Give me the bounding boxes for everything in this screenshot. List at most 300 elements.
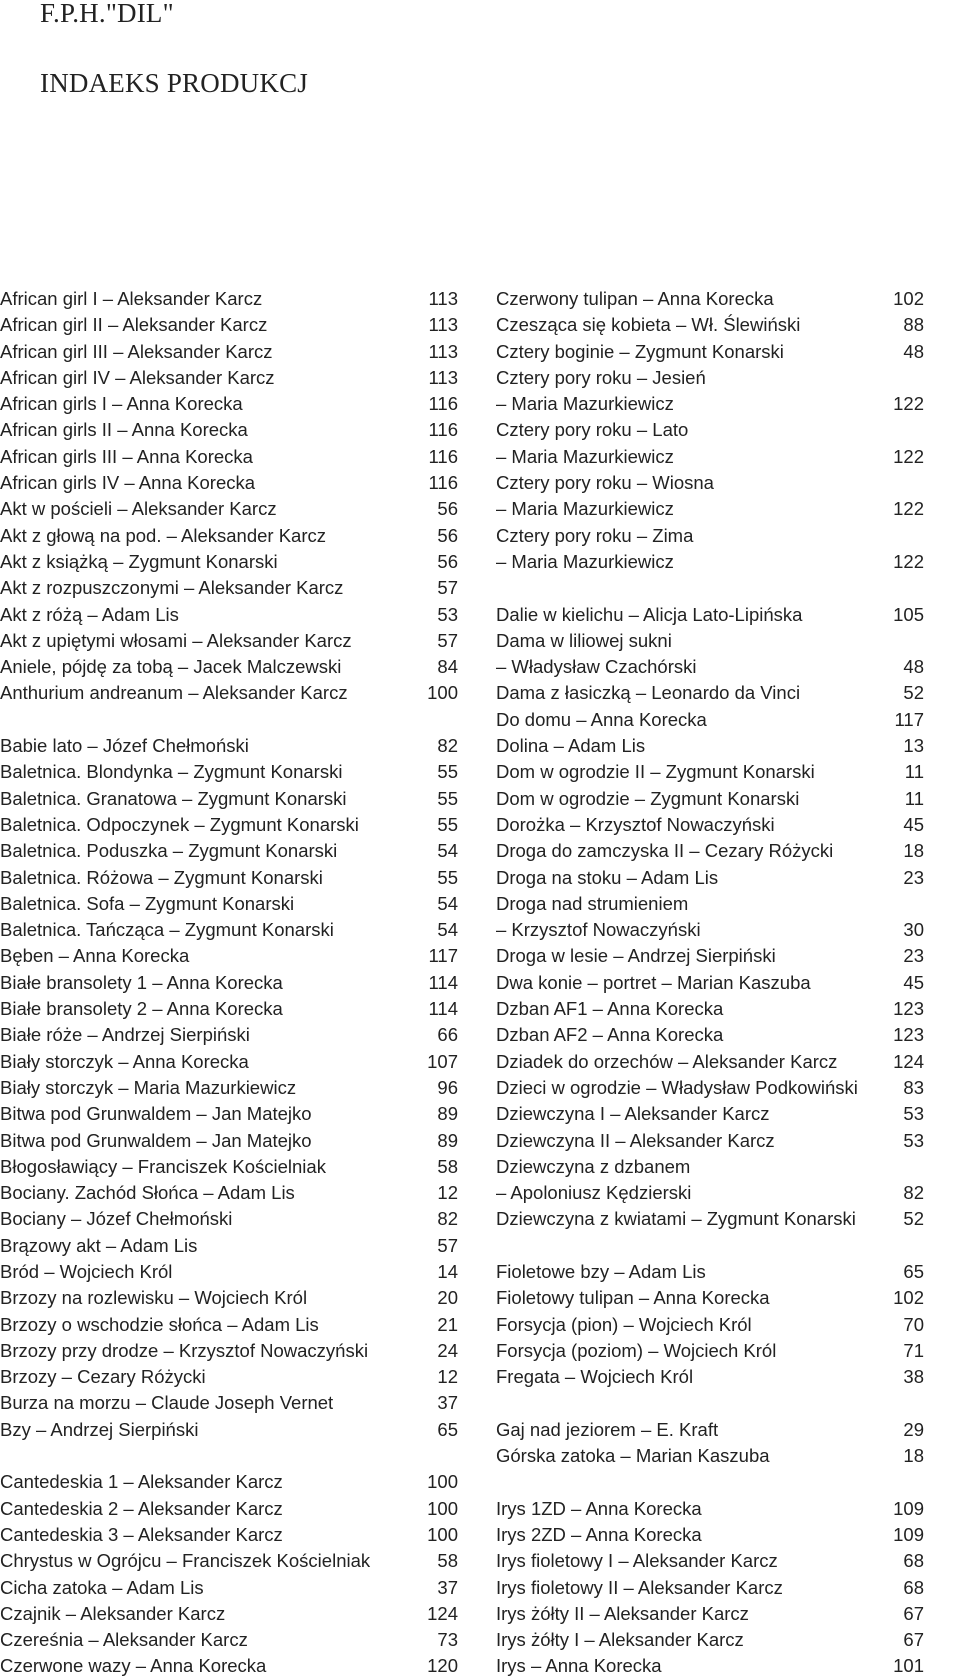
index-entry-title: Droga do zamczyska II – Cezary Różycki — [496, 840, 834, 862]
index-entry-page: 11 — [904, 787, 924, 809]
index-entry-title: – Władysław Czachórski — [496, 656, 697, 678]
index-entry — [496, 1075, 924, 1101]
index-entry-title: Baletnica. Poduszka – Zygmunt Konarski — [0, 840, 338, 862]
index-entry — [0, 1443, 458, 1469]
index-entry-page: 102 — [893, 1287, 924, 1309]
index-entry — [0, 417, 458, 443]
index-entry-title: Dama z łasiczką – Leonardo da Vinci — [496, 682, 801, 704]
index-entry-page: 55 — [437, 761, 458, 783]
index-entry — [0, 654, 458, 680]
index-entry-page: 107 — [427, 1050, 458, 1072]
index-entry-title: Fioletowy tulipan – Anna Korecka — [496, 1287, 770, 1309]
index-entry-title: Baletnica. Odpoczynek – Zygmunt Konarski — [0, 813, 359, 835]
index-entry — [0, 470, 458, 496]
index-entry — [0, 496, 458, 522]
index-entry-page: 65 — [903, 1260, 924, 1282]
index-entry-title: Burza na morzu – Claude Joseph Vernet — [0, 1392, 334, 1414]
index-entry-page: 101 — [893, 1655, 924, 1677]
index-entry-title: – Apoloniusz Kędzierski — [496, 1182, 692, 1204]
index-entry-page: 18 — [903, 840, 924, 862]
index-entry — [0, 523, 458, 549]
index-entry — [0, 1285, 458, 1311]
index-entry — [0, 1417, 458, 1443]
index-entry — [0, 1312, 458, 1338]
index-entry — [496, 1575, 924, 1601]
index-entry — [496, 680, 924, 706]
index-entry-title: African girls III – Anna Korecka — [0, 445, 253, 467]
index-entry-title: – Krzysztof Nowaczyński — [496, 919, 701, 941]
index-entry-title: Bociany – Józef Chełmoński — [0, 1208, 233, 1230]
index-entry — [0, 1206, 458, 1232]
index-entry — [496, 1522, 924, 1548]
index-entry-title: Bociany. Zachód Słońca – Adam Lis — [0, 1182, 295, 1204]
index-entry-page: 124 — [427, 1602, 458, 1624]
index-entry — [0, 838, 458, 864]
index-entry-title: Dom w ogrodzie – Zygmunt Konarski — [496, 787, 800, 809]
index-entry-page: 55 — [437, 787, 458, 809]
index-entry — [0, 391, 458, 417]
index-entry — [496, 549, 924, 575]
index-entry — [0, 444, 458, 470]
index-entry-title: Bród – Wojciech Król — [0, 1260, 173, 1282]
index-entry-title: Irys – Anna Korecka — [496, 1655, 662, 1677]
index-entry — [496, 1364, 924, 1390]
index-entry-page: 13 — [903, 735, 924, 757]
index-entry — [0, 1233, 458, 1259]
index-entry-page: 53 — [903, 1103, 924, 1125]
index-entry-title: Baletnica. Blondynka – Zygmunt Konarski — [0, 761, 343, 783]
index-entry — [496, 365, 924, 391]
index-entry — [0, 1259, 458, 1285]
index-entry-title: Baletnica. Granatowa – Zygmunt Konarski — [0, 787, 347, 809]
index-entry-page: 124 — [893, 1050, 924, 1072]
index-entry — [496, 1312, 924, 1338]
index-entry-title: Górska zatoka – Marian Kaszuba — [496, 1445, 770, 1467]
index-entry-title: African girl II – Aleksander Karcz — [0, 314, 268, 336]
index-entry — [0, 1390, 458, 1416]
company-name: F.P.H."DIL" — [40, 0, 174, 28]
index-entry-page: 114 — [428, 998, 458, 1020]
index-entry-title: Baletnica. Sofa – Zygmunt Konarski — [0, 892, 295, 914]
index-entry-title: Babie lato – Józef Chełmoński — [0, 735, 249, 757]
index-entry-page: 11 — [904, 761, 924, 783]
index-entry — [0, 602, 458, 628]
index-entry — [0, 575, 458, 601]
index-entry-page: 29 — [903, 1418, 924, 1440]
index-entry-page: 116 — [428, 393, 458, 415]
index-column-right — [496, 286, 924, 1680]
index-entry-page: 52 — [903, 682, 924, 704]
index-entry-title: Droga nad strumieniem — [496, 892, 689, 914]
index-entry-title: Anthurium andreanum – Aleksander Karcz — [0, 682, 348, 704]
index-entry — [496, 786, 924, 812]
index-entry — [496, 1338, 924, 1364]
index-entry — [496, 1101, 924, 1127]
index-entry-page: 105 — [893, 603, 924, 625]
index-entry-page: 113 — [428, 314, 458, 336]
index-entry-title: Dziewczyna II – Aleksander Karcz — [496, 1129, 775, 1151]
index-entry-title: Chrystus w Ogrójcu – Franciszek Kościelniak — [0, 1550, 371, 1572]
index-entry-title: Cztery pory roku – Zima — [496, 524, 694, 546]
index-entry-title: African girls I – Anna Korecka — [0, 393, 243, 415]
index-entry-title: African girl IV – Aleksander Karcz — [0, 366, 275, 388]
index-entry — [496, 943, 924, 969]
index-entry — [496, 654, 924, 680]
index-entry — [0, 1049, 458, 1075]
index-entry-title: Akt z książką – Zygmunt Konarski — [0, 550, 278, 572]
index-entry-page: 57 — [437, 629, 458, 651]
index-entry-page: 56 — [437, 498, 458, 520]
index-entry — [0, 812, 458, 838]
index-entry-page: 45 — [903, 813, 924, 835]
index-entry — [496, 1469, 924, 1495]
index-entry-title: Dzieci w ogrodzie – Władysław Podkowiński — [496, 1076, 858, 1098]
page-title: INDAEKS PRODUKCJ — [40, 68, 308, 98]
index-entry-page: 55 — [437, 813, 458, 835]
index-entry — [0, 1496, 458, 1522]
index-entry-page: 116 — [428, 419, 458, 441]
index-entry — [0, 549, 458, 575]
index-entry — [0, 733, 458, 759]
index-entry-title: Brzozy przy drodze – Krzysztof Nowaczyński — [0, 1339, 369, 1361]
index-entry-page: 71 — [903, 1339, 924, 1361]
index-entry-page: 100 — [427, 1471, 458, 1493]
index-entry-page: 117 — [428, 945, 458, 967]
index-entry-title: – Maria Mazurkiewicz — [496, 393, 674, 415]
index-entry-page: 82 — [437, 1208, 458, 1230]
index-entry-title: Cantedeskia 1 – Aleksander Karcz — [0, 1471, 283, 1493]
index-entry-title: Dama w liliowej sukni — [496, 629, 672, 651]
index-entry-title: Czesząca się kobieta – Wł. Ślewiński — [496, 314, 801, 336]
index-entry-page: 84 — [437, 656, 458, 678]
index-entry-page: 56 — [437, 550, 458, 572]
index-entry — [0, 1338, 458, 1364]
index-entry-page: 83 — [903, 1076, 924, 1098]
index-entry-page: 67 — [903, 1602, 924, 1624]
index-entry-page: 100 — [427, 1523, 458, 1545]
index-entry-title: Droga w lesie – Andrzej Sierpiński — [496, 945, 776, 967]
index-entry — [0, 1101, 458, 1127]
index-entry-page: 56 — [437, 524, 458, 546]
index-entry — [0, 1548, 458, 1574]
index-entry-title: Biały storczyk – Maria Mazurkiewicz — [0, 1076, 297, 1098]
index-entry-page: 58 — [437, 1155, 458, 1177]
index-entry — [496, 1601, 924, 1627]
index-entry — [0, 1653, 458, 1679]
index-entry-title: Irys żółty II – Aleksander Karcz — [496, 1602, 749, 1624]
index-entry-title: Czerwony tulipan – Anna Korecka — [496, 288, 774, 309]
index-entry — [0, 1601, 458, 1627]
index-entry-title: Fioletowe bzy – Adam Lis — [496, 1260, 706, 1282]
index-entry-page: 116 — [428, 472, 458, 494]
index-entry — [0, 1469, 458, 1495]
index-entry — [496, 1653, 924, 1679]
index-entry-page: 89 — [437, 1129, 458, 1151]
index-entry-title: Akt z różą – Adam Lis — [0, 603, 179, 625]
index-entry-page: 82 — [903, 1182, 924, 1204]
index-entry-page: 102 — [893, 288, 924, 309]
index-entry-title: Białe bransolety 2 – Anna Korecka — [0, 998, 283, 1020]
index-entry-page: 113 — [428, 366, 458, 388]
index-entry-page: 122 — [893, 550, 924, 572]
index-entry — [496, 339, 924, 365]
index-entry-page: 53 — [437, 603, 458, 625]
index-entry-title: Cztery pory roku – Lato — [496, 419, 689, 441]
index-entry-title: Aniele, pójdę za tobą – Jacek Malczewski — [0, 656, 342, 678]
index-entry-title: Irys fioletowy II – Aleksander Karcz — [496, 1576, 783, 1598]
index-entry-title: Dolina – Adam Lis — [496, 735, 646, 757]
index-entry — [496, 1496, 924, 1522]
index-entry — [496, 444, 924, 470]
index-entry-title: Dziadek do orzechów – Aleksander Karcz — [496, 1050, 838, 1072]
index-entry — [496, 1154, 924, 1180]
index-entry-page: 38 — [903, 1366, 924, 1388]
index-entry-title: – Maria Mazurkiewicz — [496, 445, 674, 467]
index-entry — [496, 1627, 924, 1653]
index-entry — [496, 1206, 924, 1232]
index-entry-page: 55 — [437, 866, 458, 888]
index-entry — [496, 417, 924, 443]
index-entry-title: Błogosławiący – Franciszek Kościelniak — [0, 1155, 326, 1177]
index-entry-title: Baletnica. Różowa – Zygmunt Konarski — [0, 866, 323, 888]
index-entry — [0, 1180, 458, 1206]
index-entry-title: Bęben – Anna Korecka — [0, 945, 190, 967]
index-entry — [496, 1128, 924, 1154]
index-entry-title: Dalie w kielichu – Alicja Lato-Lipińska — [496, 603, 803, 625]
index-entry-page: 53 — [903, 1129, 924, 1151]
index-entry-page: 114 — [428, 971, 458, 993]
index-entry — [0, 786, 458, 812]
index-entry-page: 67 — [903, 1629, 924, 1651]
index-entry — [496, 1443, 924, 1469]
index-entry — [0, 286, 458, 312]
index-entry-page: 66 — [437, 1024, 458, 1046]
index-entry-title: Cztery pory roku – Jesień — [496, 366, 706, 388]
index-entry-page: 37 — [437, 1392, 458, 1414]
index-entry-page: 88 — [903, 314, 924, 336]
index-entry-page: 23 — [903, 945, 924, 967]
index-entry-title: Dom w ogrodzie II – Zygmunt Konarski — [496, 761, 815, 783]
index-entry-title: Cztery boginie – Zygmunt Konarski — [496, 340, 784, 362]
index-entry-title: Cantedeskia 2 – Aleksander Karcz — [0, 1497, 283, 1519]
index-entry-title: African girls IV – Anna Korecka — [0, 472, 256, 494]
index-entry-title: Cicha zatoka – Adam Lis — [0, 1576, 204, 1598]
index-entry-page: 48 — [903, 340, 924, 362]
index-entry — [0, 1075, 458, 1101]
index-entry — [0, 970, 458, 996]
index-entry-title: Bitwa pod Grunwaldem – Jan Matejko — [0, 1103, 312, 1125]
index-entry — [0, 628, 458, 654]
index-entry — [0, 1627, 458, 1653]
index-entry-page: 109 — [893, 1523, 924, 1545]
index-entry-page: 122 — [893, 393, 924, 415]
index-entry-page: 30 — [903, 919, 924, 941]
index-entry — [496, 733, 924, 759]
index-entry-page: 68 — [903, 1550, 924, 1572]
index-entry — [496, 759, 924, 785]
index-entry — [0, 865, 458, 891]
index-entry-page: 113 — [428, 340, 458, 362]
index-entry-title: African girl I – Aleksander Karcz — [0, 288, 263, 309]
index-entry-page: 96 — [437, 1076, 458, 1098]
index-entry-page: 113 — [428, 288, 458, 309]
index-entry-page: 117 — [894, 708, 924, 730]
index-entry — [496, 286, 924, 312]
index-entry-title: Cantedeskia 3 – Aleksander Karcz — [0, 1523, 283, 1545]
index-entry-page: 54 — [437, 892, 458, 914]
index-entry — [496, 970, 924, 996]
index-entry-page: 100 — [427, 1497, 458, 1519]
index-entry — [0, 365, 458, 391]
index-entry-page: 24 — [437, 1339, 458, 1361]
index-entry — [0, 891, 458, 917]
index-entry — [496, 838, 924, 864]
index-entry-title: Brzozy na rozlewisku – Wojciech Król — [0, 1287, 308, 1309]
index-entry-title: Białe róże – Andrzej Sierpiński — [0, 1024, 250, 1046]
index-entry-title: – Maria Mazurkiewicz — [496, 498, 674, 520]
index-entry-page: 120 — [427, 1655, 458, 1677]
index-entry-title: Dzban AF2 – Anna Korecka — [496, 1024, 724, 1046]
index-entry — [496, 1417, 924, 1443]
index-entry-page: 12 — [437, 1182, 458, 1204]
index-entry-page: 123 — [893, 998, 924, 1020]
index-entry-title: Bzy – Andrzej Sierpiński — [0, 1418, 199, 1440]
index-entry — [0, 1575, 458, 1601]
index-entry — [496, 707, 924, 733]
index-entry-page: 123 — [893, 1024, 924, 1046]
index-entry — [496, 523, 924, 549]
index-entry — [496, 1390, 924, 1416]
index-entry — [496, 470, 924, 496]
index-entry — [496, 628, 924, 654]
index-entry-title: Gaj nad jeziorem – E. Kraft — [496, 1418, 719, 1440]
index-entry-page: 89 — [437, 1103, 458, 1125]
index-entry-title: Do domu – Anna Korecka — [496, 708, 707, 730]
index-entry-title: Baletnica. Tańcząca – Zygmunt Konarski — [0, 919, 334, 941]
index-entry — [0, 917, 458, 943]
index-entry-title: Czajnik – Aleksander Karcz — [0, 1602, 226, 1624]
index-entry-page: 73 — [437, 1629, 458, 1651]
index-entry-title: Dwa konie – portret – Marian Kaszuba — [496, 971, 811, 993]
index-entry-page: 57 — [437, 1234, 458, 1256]
index-entry — [496, 391, 924, 417]
index-entry — [496, 1285, 924, 1311]
index-entry-title: Akt z głową na pod. – Aleksander Karcz — [0, 524, 326, 546]
index-entry-page: 58 — [437, 1550, 458, 1572]
index-entry — [496, 917, 924, 943]
index-entry-title: Czereśnia – Aleksander Karcz — [0, 1629, 248, 1651]
index-entry-page: 57 — [437, 577, 458, 599]
index-entry — [0, 1128, 458, 1154]
index-entry — [496, 1233, 924, 1259]
index-entry-page: 100 — [427, 682, 458, 704]
index-entry — [0, 996, 458, 1022]
index-entry-title: African girls II – Anna Korecka — [0, 419, 248, 441]
index-entry-page: 54 — [437, 919, 458, 941]
index-entry — [0, 312, 458, 338]
index-entry-title: African girl III – Aleksander Karcz — [0, 340, 273, 362]
index-entry-page: 82 — [437, 735, 458, 757]
index-entry-title: Dzban AF1 – Anna Korecka — [496, 998, 724, 1020]
index-entry-page: 45 — [903, 971, 924, 993]
index-entry — [496, 1049, 924, 1075]
index-entry-page: 68 — [903, 1576, 924, 1598]
index-entry — [0, 680, 458, 706]
index-entry-title: Irys fioletowy I – Aleksander Karcz — [496, 1550, 778, 1572]
index-entry-page: 14 — [437, 1260, 458, 1282]
index-entry-title: Akt z rozpuszczonymi – Aleksander Karcz — [0, 577, 344, 599]
index-entry — [496, 1548, 924, 1574]
index-entry — [0, 339, 458, 365]
index-entry-title: Brzozy – Cezary Różycki — [0, 1366, 206, 1388]
index-entry-title: Cztery pory roku – Wiosna — [496, 472, 714, 494]
index-entry — [496, 1180, 924, 1206]
index-entry — [496, 575, 924, 601]
index-entry-title: – Maria Mazurkiewicz — [496, 550, 674, 572]
index-entry — [0, 943, 458, 969]
index-entry-title: Białe bransolety 1 – Anna Korecka — [0, 971, 283, 993]
index-entry — [496, 496, 924, 522]
index-entry-title: Forsycja (poziom) – Wojciech Król — [496, 1339, 777, 1361]
index-entry-title: Dorożka – Krzysztof Nowaczyński — [496, 813, 775, 835]
index-entry-page: 109 — [893, 1497, 924, 1519]
index-entry — [0, 1022, 458, 1048]
index-entry — [496, 1022, 924, 1048]
index-entry — [0, 1154, 458, 1180]
index-entry-page: 18 — [903, 1445, 924, 1467]
index-entry — [496, 891, 924, 917]
index-entry-page: 54 — [437, 840, 458, 862]
index-entry-page: 21 — [437, 1313, 458, 1335]
index-entry-page: 37 — [437, 1576, 458, 1598]
index-entry-title: Czerwone wazy – Anna Korecka — [0, 1655, 267, 1677]
index-entry-title: Akt w pościeli – Aleksander Karcz — [0, 498, 277, 520]
index-entry-title: Bitwa pod Grunwaldem – Jan Matejko — [0, 1129, 312, 1151]
index-entry-title: Brzozy o wschodzie słońca – Adam Lis — [0, 1313, 319, 1335]
index-entry-title: Biały storczyk – Anna Korecka — [0, 1050, 249, 1072]
index-entry-title: Irys żółty I – Aleksander Karcz — [496, 1629, 744, 1651]
index-entry-page: 122 — [893, 445, 924, 467]
index-entry-page: 23 — [903, 866, 924, 888]
index-entry-title: Forsycja (pion) – Wojciech Król — [496, 1313, 752, 1335]
index-entry-title: Droga na stoku – Adam Lis — [496, 866, 719, 888]
index-entry — [496, 865, 924, 891]
index-entry-title: Akt z upiętymi włosami – Aleksander Karcz — [0, 629, 352, 651]
index-column-left — [0, 286, 458, 1680]
index-entry-title: Brązowy akt – Adam Lis — [0, 1234, 198, 1256]
index-entry — [496, 312, 924, 338]
index-entry-page: 12 — [437, 1366, 458, 1388]
index-entry-title: Dziewczyna z dzbanem — [496, 1155, 691, 1177]
index-entry-page: 52 — [903, 1208, 924, 1230]
index-entry-page: 70 — [903, 1313, 924, 1335]
index-entry-page: 20 — [437, 1287, 458, 1309]
index-entry — [0, 759, 458, 785]
index-entry — [0, 1364, 458, 1390]
index-entry — [496, 1259, 924, 1285]
index-entry-page: 122 — [893, 498, 924, 520]
index-entry — [0, 1522, 458, 1548]
index-entry-title: Dziewczyna z kwiatami – Zygmunt Konarski — [496, 1208, 856, 1230]
index-entry — [496, 602, 924, 628]
index-entry — [496, 812, 924, 838]
index-entry-page: 48 — [903, 656, 924, 678]
index-entry-title: Irys 1ZD – Anna Korecka — [496, 1497, 702, 1519]
index-entry — [0, 707, 458, 733]
index-entry-title: Fregata – Wojciech Król — [496, 1366, 694, 1388]
index-entry-title: Irys 2ZD – Anna Korecka — [496, 1523, 702, 1545]
index-entry-page: 65 — [437, 1418, 458, 1440]
